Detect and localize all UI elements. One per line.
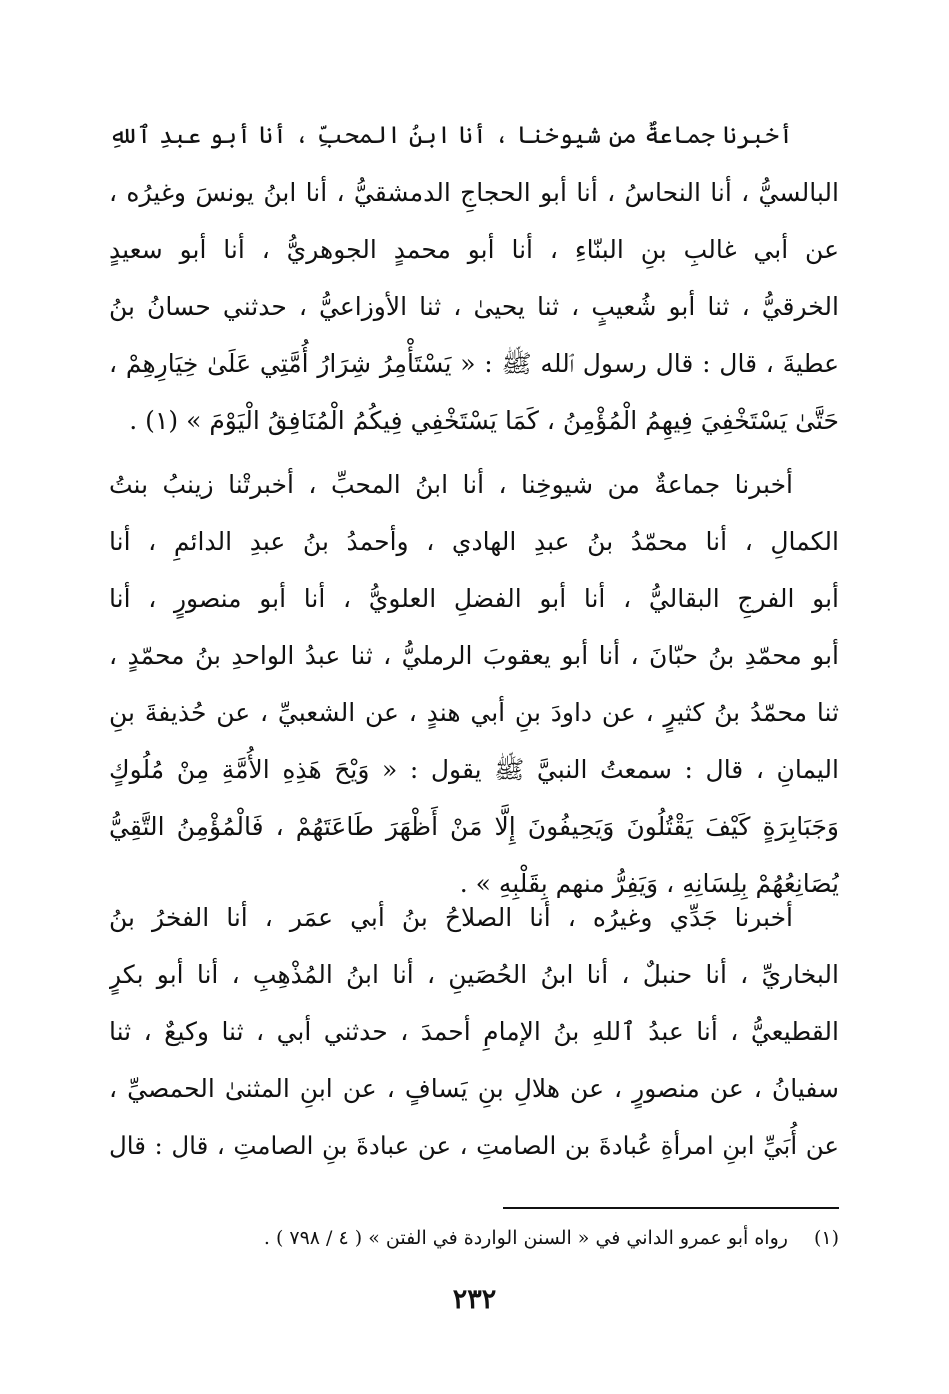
text-line: أبو محمّدِ بنُ حبّانَ ، أنا أبو يعقوبَ الرمليُّ ، ثنا عبدُ الواحدِ بنُ محمّدٍ ،: [109, 641, 839, 670]
text-line: أخبرنا جماعةٌ من شيوخِنا ، أنا ابنُ المحبِّ ، أخبرتْنا زينبُ بنتُ: [109, 470, 793, 499]
text-line: اليمانِ ، قال : سمعتُ النبيَّ ﷺ يقول : « وَيْحَ هَذِهِ الأُمَّةِ مِنْ مُلُوكٍ: [109, 755, 839, 784]
text-line: القطيعيُّ ، أنا عبدُ ٱللهِ بنُ الإمامِ أحمدَ ، حدثني أبي ، ثنا وكيعٌ ، ثنا: [109, 1017, 839, 1046]
text-line: يُصَانِعُهُمْ بِلِسَانِهِ ، وَيَفِرُّ منهم بِقَلْبِهِ » .: [459, 869, 839, 898]
text-line: الكمالِ ، أنا محمّدُ بنُ عبدِ الهادي ، وأحمدُ بنُ عبدِ الدائمِ ، أنا: [109, 527, 839, 556]
text-line: أخبرنا جماعةٌ من شيوخنا ، أنا ابنُ المحبِّ ، أنا أبو عبدِ ٱللهِ: [109, 121, 793, 149]
footnote-text: رواه أبو عمرو الداني في « السنن الواردة في الفتن » ( ٤ / ٧٩٨ ) .: [263, 1227, 788, 1249]
footnote-number: (١): [813, 1227, 839, 1249]
text-line: سفيانُ ، عن منصورٍ ، عن هلالِ بنِ يَسافٍ ، عن ابنِ المثنىٰ الحمصيِّ ،: [109, 1074, 839, 1103]
paragraph-1: [109, 107, 839, 449]
text-line: ثنا محمّدُ بنُ كثيرٍ ، عن داودَ بنِ أبي هندٍ ، عن الشعبيِّ ، عن حُذيفةَ بنِ: [109, 698, 839, 727]
text-line: عن أبي غالبِ بنِ البنّاءِ ، أنا أبو محمدٍ الجوهريُّ ، أنا أبو سعيدٍ: [109, 235, 839, 264]
paragraph-3: [109, 889, 839, 1174]
text-line: أبو الفرجِ البقاليُّ ، أنا أبو الفضلِ العلويُّ ، أنا أبو منصورٍ ، أنا: [109, 584, 839, 613]
text-line: الخرقيُّ ، ثنا أبو شُعيبٍ ، ثنا يحيىٰ ، ثنا الأوزاعيُّ ، حدثني حسانُ بنُ: [109, 292, 839, 321]
text-line: البالسيُّ ، أنا النحاسُ ، أنا أبو الحجاجِ الدمشقيُّ ، أنا ابنُ يونسَ وغيرُه ،: [109, 178, 839, 207]
paragraph-2: [109, 456, 839, 912]
text-line: البخاريِّ ، أنا حنبلٌ ، أنا ابنُ الحُصَينِ ، أنا ابنُ المُذْهِبِ ، أنا أبو بكرٍ: [109, 960, 839, 989]
page-number: ٢٣٢: [452, 1284, 497, 1315]
footnote: [109, 1218, 839, 1258]
text-line: أخبرنا جَدِّي وغيرُه ، أنا الصلاحُ بنُ أبي عمَر ، أنا الفخرُ بنُ: [109, 903, 793, 932]
text-line: عطيةَ ، قال : قال رسول ٱلله ﷺ : « يَسْتَأْمِرُ شِرَارُ أُمَّتِي عَلَىٰ خِيَارِهِمْ ،: [109, 349, 839, 378]
text-line: عن أُبَيِّ ابنِ امرأةِ عُبادةَ بن الصامتِ ، عن عبادةَ بنِ الصامتِ ، قال : قال: [109, 1131, 839, 1160]
text-line: حَتَّىٰ يَسْتَخْفِيَ فِيهِمُ الْمُؤْمِنُ ، كَمَا يَسْتَخْفِي فِيكُمُ الْمُنَافِقُ الْيَوْمَ » (١) .: [129, 406, 839, 435]
footnote-divider: [503, 1207, 839, 1209]
text-line: وَجَبَابِرَةٍ كَيْفَ يَقْتُلُونَ وَيَحِيفُونَ إِلَّا مَنْ أَظْهَرَ طَاعَتَهُمْ ، فَالْمُؤْمِنُ التَّقِيُّ: [109, 812, 839, 841]
